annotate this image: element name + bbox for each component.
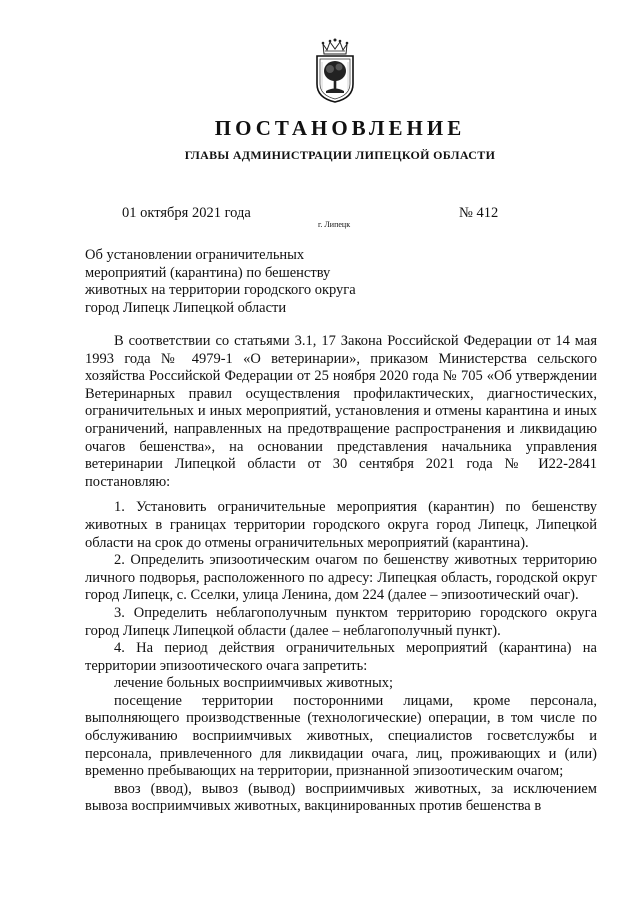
document-subject: Об установлении ограничительных мероприятий (карантина) по бешенству животных на территории городского округа город Липецк Липецкой области (85, 247, 356, 316)
document-date: 01 октября 2021 года (122, 205, 251, 221)
document-city: г. Липецк (318, 220, 351, 229)
document-title: ПОСТАНОВЛЕНИЕ (214, 116, 466, 140)
clause-3: 3. Определить неблагополучным пунктом территорию городского округа город Липецк Липецкой области (далее – неблагополучный пункт). (85, 604, 597, 639)
clause-4-item-visits: посещение территории посторонними лицами, кроме персонала, выполняющего производственные (технологические) операции, в том числе по обслуживанию восприимчивых животных, специалистов госветслужбы и персонала, привлеченного для ликвидации очага, лиц, проживающих и (или) временно пребывающих на территории, признанной эпизоотическим очагом; (85, 692, 597, 780)
document-issuer: ГЛАВЫ АДМИНИСТРАЦИИ ЛИПЕЦКОЙ ОБЛАСТИ (184, 148, 496, 162)
preamble-paragraph: В соответствии со статьями 3.1, 17 Закона Российской Федерации от 14 мая 1993 года № 4979-1 «О ветеринарии», приказом Министерства сельского хозяйства Российской Федерации от 25 ноября 2020 года № 705 «Об утверждении Ветеринарных правил осуществления профилактических, диагностических, ограничительных и иных мероприятий, установления и отмены карантина и иных ограничений, направленных на предотвращение распространения и ликвидацию очагов бешенства», на основании представления начальника управления ветеринарии Липецкой области от 30 сентября 2021 года № И22-2841 постановляю: (85, 333, 597, 490)
clause-4-item-transport: ввоз (ввод), вывоз (вывод) восприимчивых животных, за исключением вывоза восприимчивых животных, вакцинированных против бешенства в (85, 780, 597, 815)
clause-4: 4. На период действия ограничительных мероприятий (карантина) на территории эпизоотического очага запретить: (85, 640, 597, 674)
coat-of-arms-icon (312, 38, 358, 104)
clause-1: 1. Установить ограничительные мероприятия (карантин) по бешенству животных в границах территории городского округа город Липецк, Липецкой области на срок до отмены ограничительных мероприятий (карантина). (85, 499, 597, 551)
document-body (85, 333, 597, 816)
document-number: № 412 (459, 205, 499, 221)
clause-4-item-treatment: лечение больных восприимчивых животных; (114, 675, 393, 692)
clause-2: 2. Определить эпизоотическим очагом по бешенству животных территорию личного подворья, расположенного по адресу: Липецкая область, городской округ город Липецк, с. Сселки, улица Ленина, дом 224 (далее – эпизоотический очаг). (85, 552, 597, 604)
